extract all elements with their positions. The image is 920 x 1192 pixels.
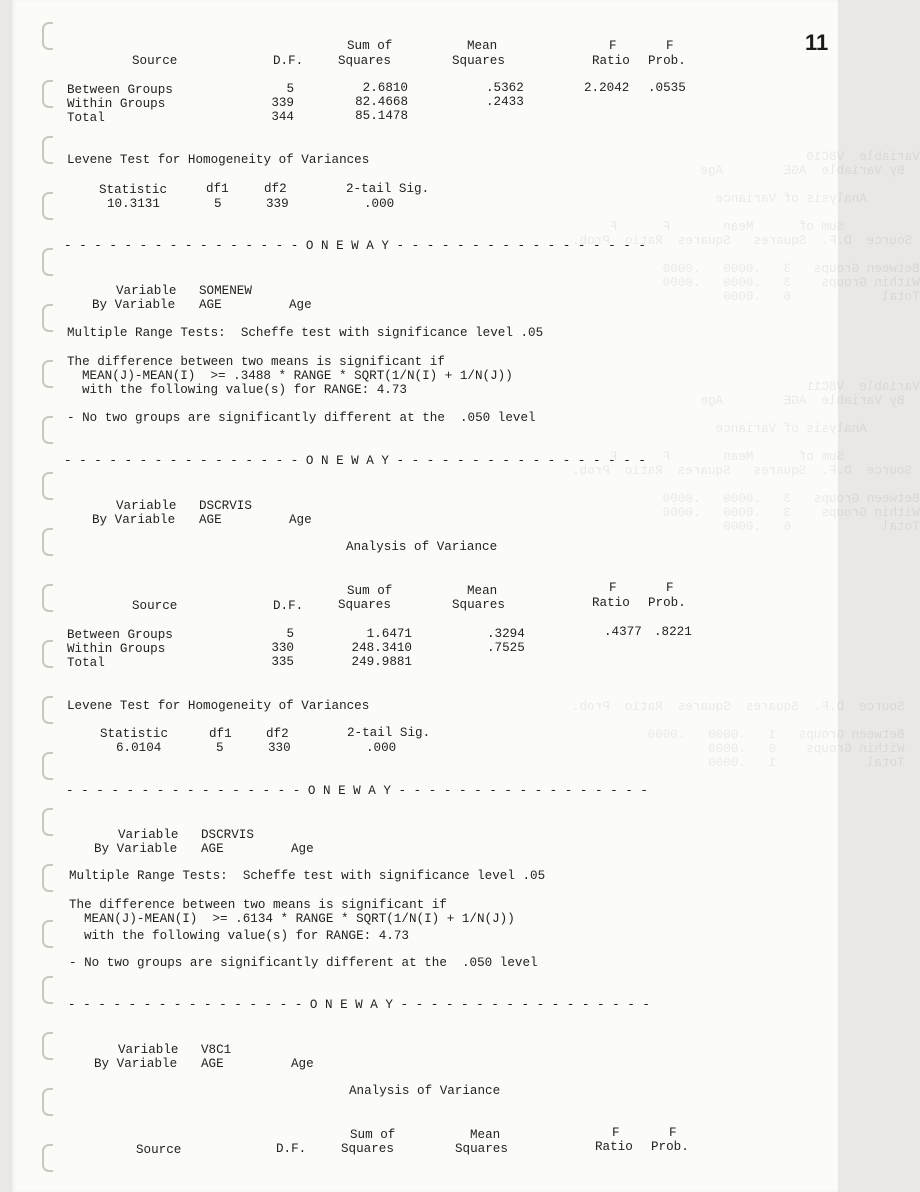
difference-formula: MEAN(J)-MEAN(I) >= .6134 * RANGE * SQRT(1/N(I) + 1/N(J)) [84, 912, 515, 926]
oneway-divider: - - - - - - - - - - - - - - - - O N E W A Y - - - - - - - - - - - - - - - - - [68, 998, 650, 1012]
row-df: 5 [286, 82, 294, 96]
row-source: Within Groups [67, 642, 166, 656]
by-variable-desc: Age [291, 842, 314, 856]
binder-hole [42, 80, 53, 108]
by-variable-desc: Age [289, 513, 312, 527]
binder-hole [42, 360, 53, 388]
binder-hole [42, 640, 53, 668]
variable-label: Variable [116, 284, 177, 298]
anova-title: Analysis of Variance [346, 540, 498, 554]
col-header-p: Prob. [651, 1140, 689, 1154]
variable-label: Variable [116, 499, 177, 513]
levene-df2: 339 [266, 197, 289, 211]
binder-hole [42, 920, 53, 948]
col-header-p: Prob. [648, 596, 686, 610]
row-f: 2.2042 [584, 81, 630, 95]
row-source: Within Groups [67, 97, 166, 111]
oneway-divider: - - - - - - - - - - - - - - - - O N E W A Y - - - - - - - - - - - - - - - - - [64, 454, 646, 468]
variable-name: DSCRVIS [199, 499, 252, 513]
binder-hole [42, 416, 53, 444]
col-header-source: Source [132, 599, 178, 613]
by-variable-desc: Age [291, 1057, 314, 1071]
col-header-p-top: F [666, 581, 674, 595]
col-header-ms-top: Mean [470, 1128, 501, 1142]
scheffe-result: - No two groups are significantly different at the .050 level [69, 956, 538, 970]
row-source: Between Groups [67, 628, 173, 642]
row-source: Total [67, 111, 105, 125]
levene-df2: 330 [268, 741, 291, 755]
row-df: 330 [271, 641, 294, 655]
levene-title: Levene Test for Homogeneity of Variances [67, 699, 370, 713]
binder-hole [42, 808, 53, 836]
col-header-ss-top: Sum of [347, 584, 393, 598]
row-ms: .3294 [487, 627, 525, 641]
col-header-ss: Squares [338, 54, 391, 68]
difference-rule: The difference between two means is significant if [69, 898, 447, 912]
col-header-ss-top: Sum of [347, 39, 393, 53]
col-header-ss: Squares [338, 598, 391, 612]
row-source: Total [67, 656, 105, 670]
levene-header-df2: df2 [266, 727, 289, 741]
row-ss: 85.1478 [355, 109, 408, 123]
row-ss: 82.4668 [355, 95, 408, 109]
by-variable-name: AGE [201, 1057, 224, 1071]
col-header-ss-top: Sum of [350, 1128, 396, 1142]
row-p: .8221 [654, 625, 692, 639]
by-variable-name: AGE [199, 513, 222, 527]
binder-hole [42, 584, 53, 612]
row-p: .0535 [648, 81, 686, 95]
row-ms: .2433 [486, 95, 524, 109]
binder-hole [42, 192, 53, 220]
multiple-range-tests: Multiple Range Tests: Scheffe test with significance level .05 [67, 326, 544, 340]
binder-hole [42, 976, 53, 1004]
page-number: 11 [805, 30, 829, 55]
levene-df1: 5 [216, 741, 224, 755]
show-through-text: Variable V8C11 By Variable AGE Age Analysis of Variance Sum of Mean F F Source D.F. Squares Squares Ratio Prob. Between Groups 3 .0000 .0000 Within Groups 3 .0000 .0000 Total 6 .0000 [572, 380, 920, 534]
levene-statistic: 10.3131 [107, 197, 160, 211]
row-ss: 2.6810 [362, 81, 408, 95]
col-header-f-top: F [612, 1126, 620, 1140]
difference-formula: MEAN(J)-MEAN(I) >= .3488 * RANGE * SQRT(1/N(I) + 1/N(J)) [82, 369, 513, 383]
col-header-ms: Squares [455, 1142, 508, 1156]
binder-hole [42, 136, 53, 164]
row-df: 335 [271, 655, 294, 669]
oneway-divider: - - - - - - - - - - - - - - - - O N E W A Y - - - - - - - - - - - - - - - - - [64, 239, 646, 253]
multiple-range-tests: Multiple Range Tests: Scheffe test with significance level .05 [69, 869, 546, 883]
binder-hole [42, 1144, 53, 1172]
col-header-source: Source [132, 54, 178, 68]
levene-sig: .000 [364, 197, 395, 211]
row-source: Between Groups [67, 83, 173, 97]
range-value: with the following value(s) for RANGE: 4.73 [84, 929, 409, 943]
levene-sig: .000 [366, 741, 397, 755]
levene-header-df1: df1 [206, 182, 229, 196]
col-header-df: D.F. [276, 1142, 307, 1156]
col-header-source: Source [136, 1143, 182, 1157]
row-ss: 249.9881 [351, 655, 412, 669]
by-variable-name: AGE [201, 842, 224, 856]
row-ss: 1.6471 [366, 627, 412, 641]
col-header-ms: Squares [452, 598, 505, 612]
col-header-ms-top: Mean [467, 584, 498, 598]
binder-hole [42, 752, 53, 780]
binder-hole [42, 528, 53, 556]
by-variable-label: By Variable [92, 513, 176, 527]
oneway-divider: - - - - - - - - - - - - - - - - O N E W A Y - - - - - - - - - - - - - - - - - [66, 784, 648, 798]
col-header-f-top: F [609, 581, 617, 595]
show-through-text: Variable V8C10 By Variable AGE Age Analysis of Variance Sum of Mean F F Source D.F. Squares Squares Ratio Prob. Between Groups 3 .0000 .0000 Within Groups 3 .0000 .0000 Total 6 .0000 [572, 150, 920, 304]
by-variable-label: By Variable [94, 842, 178, 856]
row-df: 344 [271, 110, 294, 124]
col-header-ms-top: Mean [467, 39, 498, 53]
anova-title: Analysis of Variance [349, 1084, 501, 1098]
levene-title: Levene Test for Homogeneity of Variances [67, 153, 370, 167]
binder-hole [42, 22, 53, 50]
col-header-ms: Squares [452, 54, 505, 68]
binder-hole [42, 1088, 53, 1116]
by-variable-label: By Variable [92, 298, 176, 312]
col-header-p-top: F [666, 39, 674, 53]
col-header-f: Ratio [592, 54, 630, 68]
binder-hole [42, 472, 53, 500]
levene-header-sig: 2-tail Sig. [347, 726, 431, 740]
binder-hole [42, 1032, 53, 1060]
variable-name: DSCRVIS [201, 828, 254, 842]
row-ss: 248.3410 [351, 641, 412, 655]
row-df: 339 [271, 96, 294, 110]
variable-name: SOMENEW [199, 284, 252, 298]
col-header-f-top: F [609, 39, 617, 53]
col-header-p: Prob. [648, 54, 686, 68]
levene-header-statistic: Statistic [99, 183, 168, 197]
levene-statistic: 6.0104 [116, 741, 162, 755]
row-ms: .5362 [486, 81, 524, 95]
levene-header-df2: df2 [264, 182, 287, 196]
row-ms: .7525 [487, 641, 525, 655]
row-f: .4377 [604, 625, 642, 639]
col-header-df: D.F. [273, 54, 304, 68]
col-header-p-top: F [669, 1126, 677, 1140]
col-header-f: Ratio [592, 596, 630, 610]
col-header-ss: Squares [341, 1142, 394, 1156]
binder-hole [42, 304, 53, 332]
binder-hole [42, 248, 53, 276]
by-variable-desc: Age [289, 298, 312, 312]
by-variable-label: By Variable [94, 1057, 178, 1071]
levene-header-df1: df1 [209, 727, 232, 741]
difference-rule: The difference between two means is significant if [67, 355, 445, 369]
row-df: 5 [286, 627, 294, 641]
variable-name: V8C1 [201, 1043, 232, 1057]
binder-hole [42, 696, 53, 724]
variable-label: Variable [118, 828, 179, 842]
levene-header-statistic: Statistic [100, 727, 169, 741]
variable-label: Variable [118, 1043, 179, 1057]
printout-page [12, 0, 920, 1192]
binder-hole [42, 864, 53, 892]
levene-df1: 5 [214, 197, 222, 211]
levene-header-sig: 2-tail Sig. [346, 182, 430, 196]
by-variable-name: AGE [199, 298, 222, 312]
col-header-df: D.F. [273, 599, 304, 613]
scheffe-result: - No two groups are significantly different at the .050 level [67, 411, 536, 425]
show-through-text: Source D.F. Squares Squares Ratio Prob. Between Groups 1 .0000 .0000 Within Groups 0 .0000 Total 1 .0000 [572, 700, 905, 770]
col-header-f: Ratio [595, 1140, 633, 1154]
range-value: with the following value(s) for RANGE: 4.73 [82, 383, 407, 397]
